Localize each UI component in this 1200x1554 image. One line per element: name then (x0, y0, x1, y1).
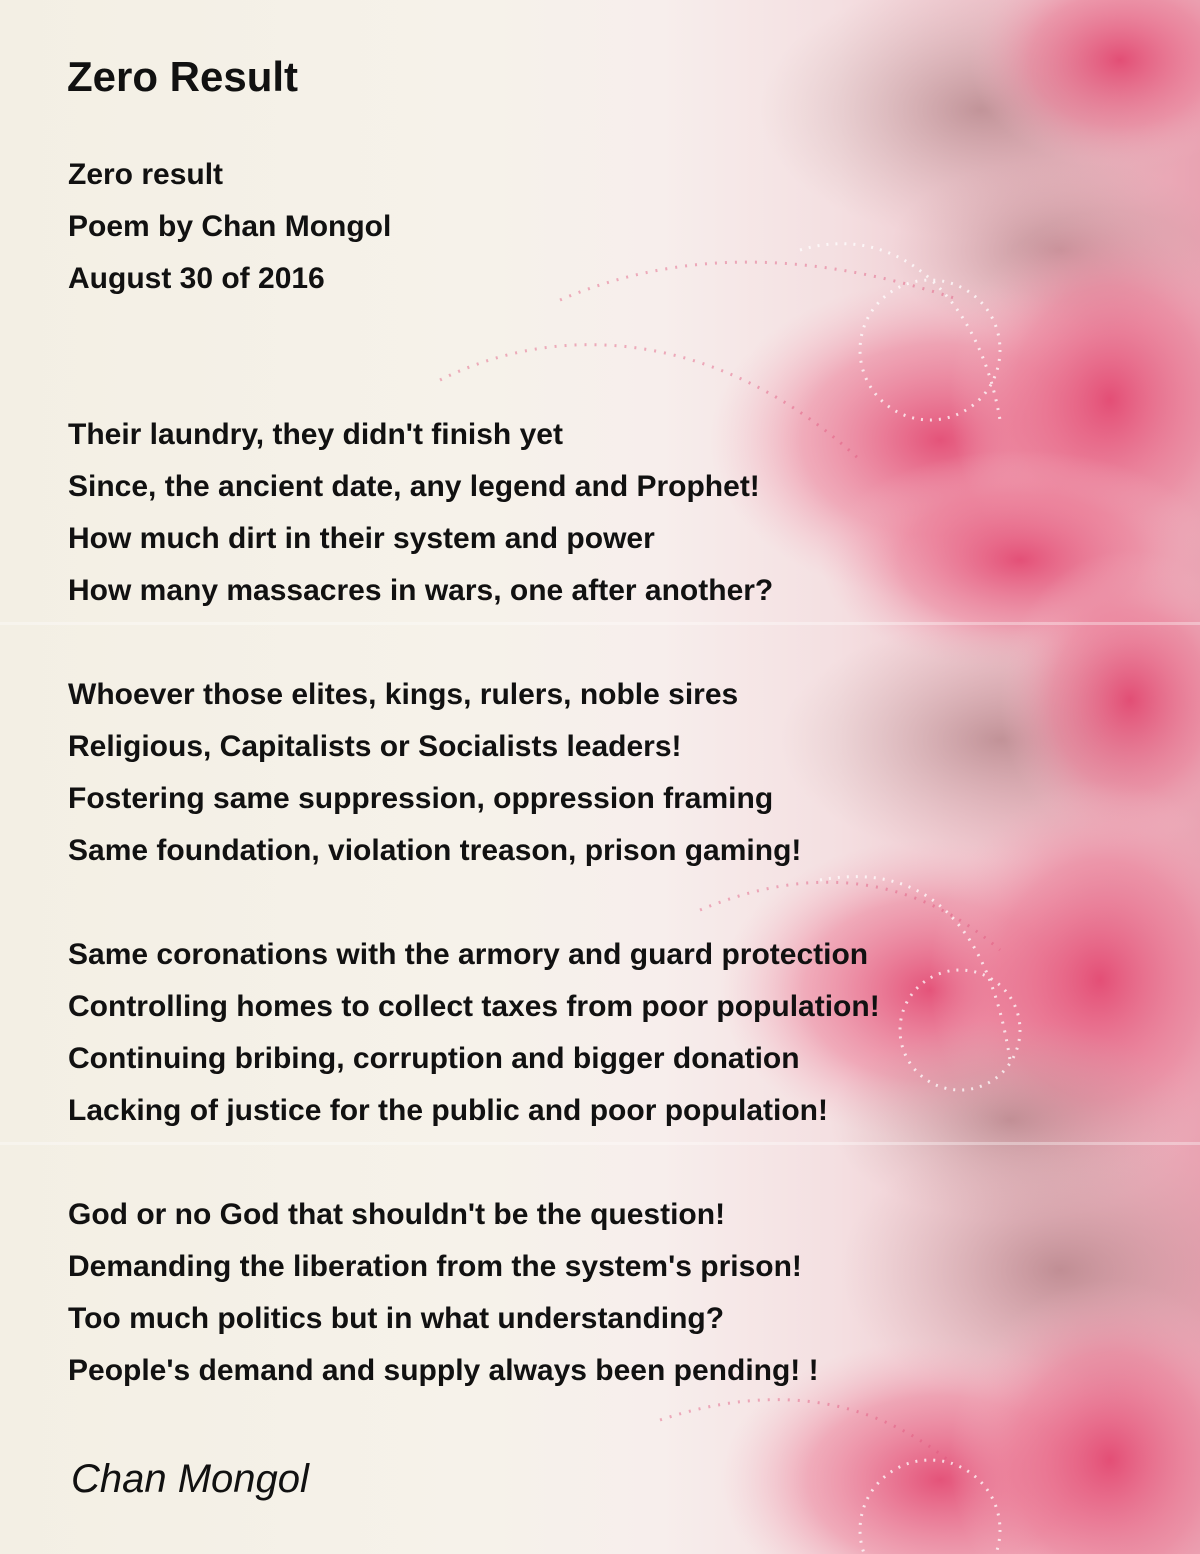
stanza-3 (68, 929, 880, 1137)
poem-line: Whoever those elites, kings, rulers, noble sires (68, 678, 739, 711)
poem-subtitle: Zero result (68, 158, 224, 191)
poem-line: Lacking of justice for the public and poor population! (68, 1094, 828, 1127)
poem-line: Their laundry, they didn't finish yet (68, 418, 563, 451)
stanza-2 (68, 669, 801, 877)
poem-line: How much dirt in their system and power (68, 522, 655, 555)
poem-line: Continuing bribing, corruption and bigger donation (68, 1042, 800, 1075)
poem-line: Demanding the liberation from the system's prison! (68, 1250, 802, 1283)
poem-header (68, 149, 391, 305)
poem-line: Same foundation, violation treason, prison gaming! (68, 834, 802, 867)
poem-line: How many massacres in wars, one after another? (68, 574, 774, 607)
poem-byline: Poem by Chan Mongol (68, 210, 392, 243)
poem-line: Controlling homes to collect taxes from poor population! (68, 990, 880, 1023)
poem-title: Zero Result (67, 53, 299, 100)
poem-date: August 30 of 2016 (68, 262, 325, 295)
poem-line: God or no God that shouldn't be the question! (68, 1198, 726, 1231)
poem-line: Since, the ancient date, any legend and Prophet! (68, 470, 760, 503)
poem-line: Same coronations with the armory and guard protection (68, 938, 869, 971)
poem-line: People's demand and supply always been pending! ! (68, 1354, 819, 1387)
poem-line: Religious, Capitalists or Socialists leaders! (68, 730, 682, 763)
stanza-1 (68, 409, 773, 617)
poem-line: Fostering same suppression, oppression framing (68, 782, 774, 815)
stanza-4 (68, 1189, 819, 1397)
author-signature: Chan Mongol (71, 1457, 309, 1501)
poem-line: Too much politics but in what understanding? (68, 1302, 725, 1335)
